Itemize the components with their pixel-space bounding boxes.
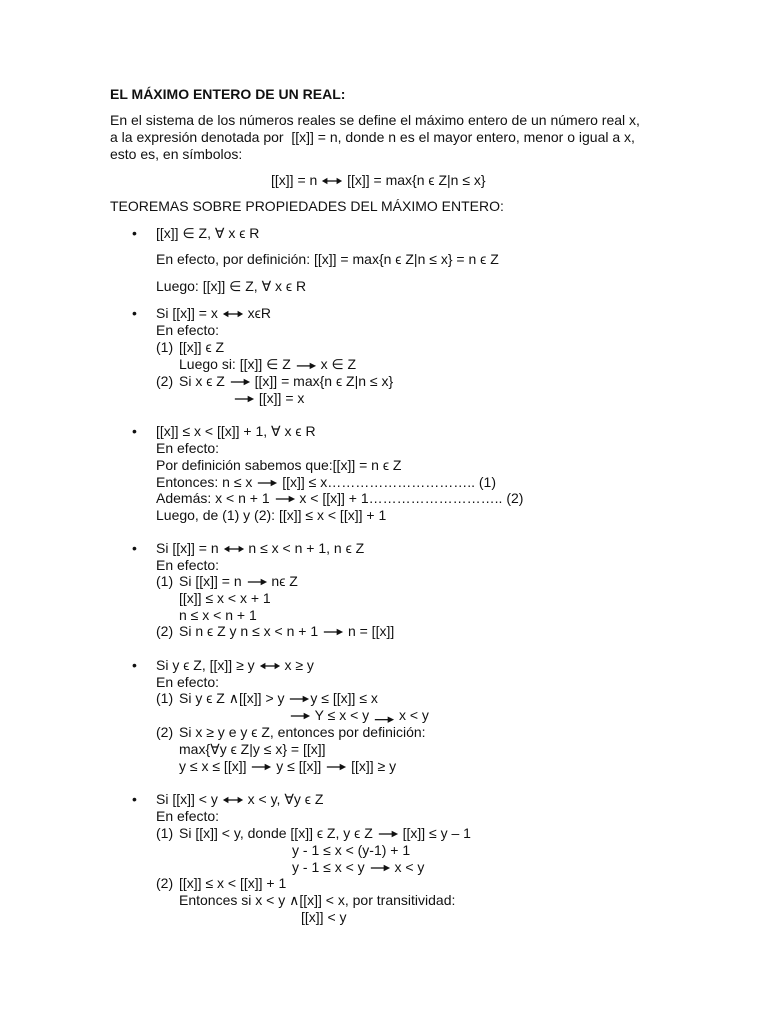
theorem-2-case-2-label: (2) [156, 373, 174, 389]
theorem-2-statement-a: Si [[x]] = x [156, 305, 218, 321]
theorem-4-statement-b: n ≤ x < n + 1, n ϵ Z [248, 540, 365, 556]
right-arrow-icon [288, 691, 310, 707]
theorem-6-case-1-d: y - 1 ≤ x < y [292, 859, 365, 875]
theorem-5-case-1-b: y ≤ [[x]] ≤ x [310, 690, 378, 706]
section-heading: TEOREMAS SOBRE PROPIEDADES DEL MÁXIMO ENTERO: [110, 198, 504, 214]
theorem-6-case-1-line-3 [292, 859, 424, 876]
double-arrow-icon [321, 173, 343, 189]
theorem-4-statement [156, 540, 364, 557]
theorem-4-en-efecto: En efecto: [156, 557, 220, 573]
theorem-5-case-2-c: y ≤ x ≤ [[x]] [179, 758, 247, 774]
right-arrow-icon [295, 357, 317, 373]
theorem-3-statement: [[x]] ≤ x < [[x]] + 1, ∀ x ϵ R [156, 423, 316, 439]
bullet-4: • [132, 540, 137, 556]
theorem-2-case-2-a: Si x ϵ Z [179, 373, 225, 389]
theorem-6-en-efecto: En efecto: [156, 808, 220, 824]
theorem-2-case-1-text: [[x]] ϵ Z [179, 339, 225, 355]
theorem-5-case-2-label: (2) [156, 724, 174, 740]
right-arrow-icon [373, 708, 395, 724]
theorem-4-case-2-line-1 [179, 623, 394, 640]
double-arrow-icon [222, 792, 244, 808]
theorem-5-case-1-c: Y ≤ x < y [314, 707, 370, 723]
right-arrow-icon [325, 759, 347, 775]
theorem-6-case-2-label: (2) [156, 875, 174, 891]
theorem-5-case-1-line-1 [179, 690, 378, 707]
theorem-3-en-efecto: En efecto: [156, 440, 220, 456]
right-arrow-icon [377, 826, 399, 842]
bullet-2: • [132, 305, 137, 321]
right-arrow-icon [229, 374, 251, 390]
theorem-6-case-1-line-2: y - 1 ≤ x < (y-1) + 1 [292, 842, 411, 858]
theorem-6-case-1-a: Si [[x]] < y, donde [[x]] ϵ Z, y ϵ Z [179, 825, 373, 841]
theorem-5-case-2-d: y ≤ [[x]] [276, 758, 322, 774]
theorem-3-entonces-a: Entonces: n ≤ x [156, 474, 253, 490]
theorem-5-statement-a: Si y ϵ Z, [[x]] ≥ y [156, 657, 255, 673]
bullet-6: • [132, 791, 137, 807]
theorem-3-ademas-b: x < [[x]] + 1……………………….. (2) [299, 490, 524, 506]
theorem-2-statement-b: xϵR [247, 305, 271, 321]
double-arrow-icon [259, 658, 281, 674]
theorem-4-case-1-a: Si [[x]] = n [179, 573, 242, 589]
theorem-2-case-2-c: [[x]] = x [258, 390, 305, 406]
theorem-1-statement: [[x]] ∈ Z, ∀ x ϵ R [156, 225, 260, 241]
theorem-2-case-1-then-b: x ∈ Z [320, 356, 357, 372]
theorem-6-case-2-line-3: [[x]] < y [301, 909, 347, 925]
right-arrow-icon [274, 491, 296, 507]
theorem-4-case-1-line-2: [[x]] ≤ x < x + 1 [179, 590, 271, 606]
theorem-6-case-1-e: x < y [394, 859, 425, 875]
theorem-5-case-2-line-2: max{∀y ϵ Z|y ≤ x} = [[x]] [179, 741, 326, 757]
theorem-6-statement [156, 791, 323, 808]
theorem-5-statement-b: x ≥ y [284, 657, 314, 673]
bullet-3: • [132, 423, 137, 439]
definition-formula [271, 172, 486, 189]
theorem-6-case-1-b: [[x]] ≤ y – 1 [402, 825, 471, 841]
theorem-2-case-2-line-2 [233, 390, 304, 407]
theorem-3-entonces-b: [[x]] ≤ x………………………….. (1) [282, 474, 496, 490]
theorem-5-case-1-a: Si y ϵ Z ∧[[x]] > y [179, 690, 285, 706]
intro-line-1: En el sistema de los números reales se define el máximo entero de un número real x, [110, 112, 640, 128]
theorem-5-statement [156, 657, 314, 674]
theorem-2-case-2-b: [[x]] = max{n ϵ Z|n ≤ x} [254, 373, 394, 389]
theorem-4-case-2-label: (2) [156, 623, 174, 639]
theorem-6-case-2-line-2: Entonces si x < y ∧[[x]] < x, por transitividad: [179, 892, 456, 908]
intro-line-2: a la expresión denotada por [[x]] = n, donde n es el mayor entero, menor o igual a x, [110, 129, 635, 145]
theorem-4-case-1-label: (1) [156, 573, 174, 589]
theorem-4-case-2-b: n = [[x]] [347, 623, 395, 639]
right-arrow-icon [250, 759, 272, 775]
theorem-5-case-1-label: (1) [156, 690, 174, 706]
bullet-5: • [132, 657, 137, 673]
theorem-3-ademas-a: Además: x < n + 1 [156, 490, 270, 506]
double-arrow-icon [222, 306, 244, 322]
theorem-4-case-2-a: Si n ϵ Z y n ≤ x < n + 1 [179, 623, 319, 639]
theorem-4-case-1-b: nϵ Z [271, 573, 298, 589]
theorem-2-case-2-line-1 [179, 373, 393, 390]
theorem-6-statement-a: Si [[x]] < y [156, 791, 218, 807]
theorem-2-case-1-label: (1) [156, 339, 174, 355]
theorem-3-luego: Luego, de (1) y (2): [[x]] ≤ x < [[x]] + 1 [156, 507, 387, 523]
bullet-1: • [132, 225, 137, 241]
right-arrow-icon [233, 391, 255, 407]
theorem-2-case-1-then-a: Luego si: [[x]] ∈ Z [179, 356, 291, 372]
theorem-5-case-2-line-1: Si x ≥ y e y ϵ Z, entonces por definición: [179, 724, 426, 740]
theorem-4-case-1-line-1 [179, 573, 298, 590]
theorem-5-case-2-line-3 [179, 758, 396, 775]
definition-left: [[x]] = n [271, 172, 318, 188]
intro-line-3: esto es, en símbolos: [110, 146, 243, 162]
theorem-6-case-2-line-1: [[x]] ≤ x < [[x]] + 1 [179, 875, 287, 891]
theorem-6-statement-b: x < y, ∀y ϵ Z [247, 791, 324, 807]
theorem-6-case-1-line-1 [179, 825, 471, 842]
theorem-3-entonces [156, 474, 496, 491]
definition-right: [[x]] = max{n ϵ Z|n ≤ x} [347, 172, 486, 188]
theorem-2-en-efecto: En efecto: [156, 322, 220, 338]
theorem-5-en-efecto: En efecto: [156, 674, 220, 690]
double-arrow-icon [223, 541, 245, 557]
right-arrow-icon [246, 574, 268, 590]
theorem-2-statement [156, 305, 271, 322]
theorem-6-case-1-label: (1) [156, 825, 174, 841]
theorem-5-case-2-e: [[x]] ≥ y [351, 758, 397, 774]
theorem-3-definition: Por definición sabemos que:[[x]] = n ϵ Z [156, 457, 402, 473]
theorem-4-statement-a: Si [[x]] = n [156, 540, 219, 556]
theorem-4-case-1-line-3: n ≤ x < n + 1 [179, 607, 257, 623]
theorem-2-case-1-then [179, 356, 356, 373]
theorem-5-case-1-line-2 [289, 707, 429, 724]
theorem-1-conclusion: Luego: [[x]] ∈ Z, ∀ x ϵ R [156, 278, 307, 294]
right-arrow-icon [256, 475, 278, 491]
theorem-3-ademas [156, 490, 523, 507]
right-arrow-icon [289, 708, 311, 724]
right-arrow-icon [322, 624, 344, 640]
theorem-1-proof: En efecto, por definición: [[x]] = max{n ϵ Z|n ≤ x} = n ϵ Z [156, 251, 499, 267]
theorem-5-case-1-d: x < y [398, 707, 429, 723]
document-title: EL MÁXIMO ENTERO DE UN REAL: [110, 86, 346, 102]
right-arrow-icon [369, 860, 391, 876]
